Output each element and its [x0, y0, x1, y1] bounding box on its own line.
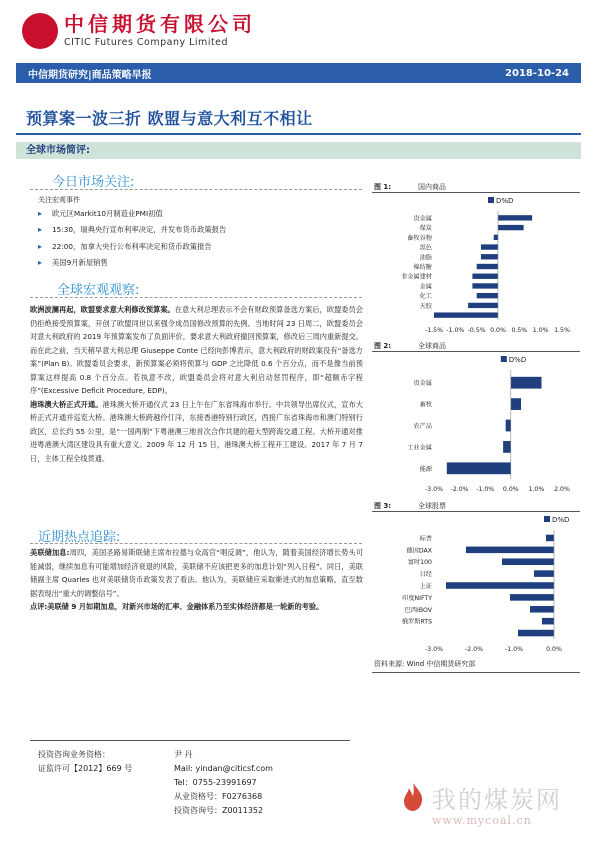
- category-label: 日经: [419, 571, 432, 579]
- legend-swatch: [544, 516, 550, 522]
- figure-caption: 全球股票: [418, 502, 446, 510]
- category-label: 印度NIFTY: [402, 594, 432, 602]
- category-label: 富时100: [407, 559, 432, 567]
- paragraph-body: 港珠澳大桥开通仪式 23 日上午在广东省珠海市举行。中共领导出席仪式，宣布大桥正式开通并巡览大桥。港珠澳大桥跨越伶仃洋，东接香港特别行政区，西接广东省珠海市和澳门特别行政区，总长约 55 公里，是“一国两制”下粤港澳三地首次合作共建的超大型跨海交通工程。大桥开通对推进粤港澳大湾区建设具有重大意义。2009 年 12 月 15 日，港珠澳大桥工程开工建设。2017 年 7 月 7 日，主体工程全线贯通。: [30, 399, 363, 463]
- events-list: [38, 209, 363, 275]
- figure-title: [372, 500, 580, 512]
- tick-label: 0.0%: [490, 327, 506, 334]
- bar: [510, 594, 554, 601]
- figure-1: [372, 181, 580, 338]
- figure-label: 图 1:: [374, 183, 392, 191]
- macro-heading: 全球宏观观察:: [57, 283, 140, 298]
- category-label: 贵金属: [413, 380, 432, 388]
- watermark: [400, 778, 590, 838]
- figure-2: [372, 340, 580, 497]
- tick-label: 0.5%: [511, 327, 528, 334]
- category-label: 贵金属: [413, 215, 432, 223]
- paragraph-lead: 点评:: [30, 602, 48, 611]
- bar: [481, 244, 498, 249]
- category-label: 畜牧: [419, 401, 432, 409]
- chart-global-commodities: [372, 352, 580, 497]
- tick-label: 0.0%: [502, 486, 519, 493]
- bar: [502, 558, 554, 565]
- hot-topics-heading: 近期热点追踪:: [38, 530, 121, 545]
- tick-label: -1.0%: [446, 327, 465, 334]
- legend-swatch: [501, 356, 507, 362]
- macro-events-heading: 关注宏观事件: [38, 196, 80, 204]
- section-bar: 全球市场简评:: [16, 142, 581, 159]
- bar: [530, 606, 554, 613]
- today-divider: [30, 189, 362, 190]
- figure-3: [372, 500, 580, 657]
- category-label: 金属: [419, 283, 432, 291]
- paragraph-lead: 港珠澳大桥正式开通。: [30, 399, 103, 409]
- legend-label: D%D: [552, 516, 570, 524]
- bar: [446, 582, 554, 589]
- legend-swatch: [488, 197, 494, 203]
- category-label: 德国DAX: [406, 547, 432, 555]
- bar: [466, 547, 554, 554]
- tick-label: 1.0%: [528, 486, 545, 493]
- paragraph-lead: 欧洲波澜再起，欧盟要求意大利修改预算案。: [30, 305, 175, 314]
- tick-label: 1.5%: [554, 327, 570, 334]
- source-divider: [372, 672, 580, 673]
- tick-label: -3.0%: [425, 486, 443, 493]
- legend: [488, 197, 513, 205]
- bar: [472, 283, 498, 288]
- category-label: 畜牧谷物: [407, 234, 432, 242]
- category-label: 能源: [419, 465, 432, 473]
- category-label: 非金属建材: [401, 273, 432, 281]
- category-label: 黑色: [419, 244, 432, 252]
- category-label: 化工: [419, 293, 432, 301]
- macro-body: [30, 303, 363, 465]
- category-label: 上证: [419, 583, 432, 590]
- tick-label: -2.0%: [450, 486, 469, 493]
- category-label: 天胶: [419, 302, 432, 310]
- watermark-url: www.mycoal.cn: [432, 814, 532, 827]
- figure-caption: 国内商品: [418, 183, 446, 191]
- title-divider: [16, 133, 581, 135]
- footer-divider: [30, 740, 350, 741]
- chart-domestic-commodities: [372, 193, 580, 338]
- figure-caption: 全球商品: [418, 342, 446, 350]
- bar: [494, 235, 498, 240]
- list-item: ▸ 22:00，加拿大央行公布利率决定和货币政策报告: [38, 242, 363, 252]
- bar: [511, 377, 542, 389]
- bar: [477, 264, 498, 269]
- legend: [501, 356, 526, 364]
- bar: [503, 441, 511, 453]
- tick-label: -2.0%: [465, 646, 483, 653]
- paragraph-body: 周四，美国圣路易斯联储主席布拉德与众高官“唱反调”，他认为，随着美国经济增长势头可能减弱，继续加息有可能增加经济衰退的风险，美联储不应该把更多的加息计划“列入日程”。同日，美联储副主席 Quarles 也对美联储货币政策发表了看法。他认为，美联储应采取渐进式的加息策略，直至数据表现出“重大的调整信号”。: [30, 548, 364, 598]
- bar: [434, 312, 498, 317]
- tick-label: 1.0%: [532, 327, 549, 334]
- bar: [498, 225, 524, 230]
- data-source: 资料来源: Wind 中信期货研究部: [374, 660, 476, 668]
- chart-global-equities: [372, 512, 580, 657]
- legend-label: D%D: [508, 356, 527, 364]
- legend-label: D%D: [496, 197, 514, 205]
- category-label: 油脂: [419, 254, 432, 262]
- paragraph-body: 在意大利总理表示不会有财政预算备选方案后，欧盟委员会仍拒绝接受预算案，开创了欧盟同世以来强令成员国修改预算的先例。当地时间 23 日周二，欧盟委员会对意大利政府的 2019 年预算案发布了负面评价，要求意大利政府撤回预算案，修改后三周内重新提交。而在此之前，当天稍早意大利总理 Giuseppe Conte 已经向彭博表示，意大利政府的财政案没有“备选方案”(Plan B)。欧盟委员会要求，新预算案必须将预算与 GDP 之比降低 0.6 个百分点，而不是像当前预算案这样提高 0.8 个百分点。若执意不改，欧盟委员会将对意大利启动惩罚程序，即“超额赤字程序”(Excessive Deficit Procedure, EDP)。: [30, 305, 363, 395]
- flame-icon: [400, 782, 426, 812]
- list-item: ▸ 美国9月新屋销售: [38, 258, 363, 268]
- category-label: 工业金属: [407, 444, 432, 452]
- bar: [511, 398, 521, 410]
- tick-label: 2.0%: [554, 486, 570, 493]
- footer-license: [38, 748, 132, 776]
- macro-divider: [30, 297, 362, 298]
- tick-label: -1.0%: [505, 646, 523, 653]
- tick-label: -0.5%: [467, 327, 486, 334]
- tick-label: -1.0%: [476, 486, 495, 493]
- list-item: ▸ 15:30，瑞典央行宣布利率决定，并发布货币政策报告: [38, 225, 363, 235]
- bar: [447, 462, 511, 474]
- bar: [534, 570, 554, 577]
- figure-title: [372, 340, 580, 352]
- figure-label: 图 3:: [374, 502, 392, 510]
- company-name-cn: 中信期货有限公司: [64, 12, 256, 36]
- bar: [472, 274, 498, 279]
- company-name-en: CITIC Futures Company Limited: [64, 37, 229, 48]
- bar: [542, 618, 554, 625]
- hot-topics-body: [30, 546, 363, 614]
- department-label: 中信期货研究|商品策略早报: [28, 69, 152, 81]
- analyst-email[interactable]: Mail: yindan@citicsf.com: [174, 764, 273, 773]
- category-label: 农产品: [413, 423, 432, 430]
- qualification-number: 从业资格号：F0276368: [174, 792, 263, 801]
- paragraph-lead: 美联储加息:: [30, 548, 70, 557]
- figure-label: 图 2:: [374, 342, 392, 350]
- tick-label: 0.0%: [546, 646, 562, 653]
- bar: [477, 293, 498, 298]
- category-label: 巴西IBOV: [404, 606, 432, 614]
- report-header-bar: [16, 63, 581, 83]
- report-date: 2018-10-24: [505, 67, 569, 79]
- report-title: 预算案一波三折 欧盟与意大利互不相让: [26, 109, 313, 128]
- category-label: 标普: [419, 535, 432, 543]
- today-heading: 今日市场关注:: [52, 175, 135, 190]
- license-label: 投资咨询业务资格：: [38, 750, 110, 759]
- category-label: 棉纺糖: [413, 264, 432, 271]
- bar: [481, 254, 498, 259]
- legend: [544, 516, 569, 524]
- paragraph-body: 美联储 9 月如期加息，对新兴市场的汇率、金融体系乃至实体经济都是一轮新的考验。: [47, 602, 324, 611]
- footer-contact: [174, 748, 273, 818]
- company-name: [64, 13, 256, 48]
- category-label: 煤炭: [419, 225, 432, 233]
- bar: [468, 303, 498, 308]
- analyst-phone: Tel：0755-23991697: [174, 778, 257, 787]
- company-logo: [22, 13, 58, 49]
- analyst-name: 尹 丹: [174, 750, 193, 759]
- tick-label: -3.0%: [425, 646, 443, 653]
- list-item: ▸ 欧元区Markit10月制造业PMI初值: [38, 209, 363, 219]
- bar: [498, 215, 532, 220]
- watermark-text: 我的煤炭网: [432, 786, 562, 814]
- figure-title: [372, 181, 580, 193]
- tick-label: -1.5%: [425, 327, 443, 334]
- bar: [518, 630, 554, 637]
- category-label: 俄罗斯RTS: [401, 618, 432, 626]
- hot-topics-divider: [30, 543, 362, 544]
- bar: [506, 420, 511, 432]
- license-number: 证监许可【2012】669 号: [38, 764, 133, 773]
- advisory-number: 投资咨询号：Z0011352: [174, 806, 264, 815]
- bar: [546, 535, 554, 542]
